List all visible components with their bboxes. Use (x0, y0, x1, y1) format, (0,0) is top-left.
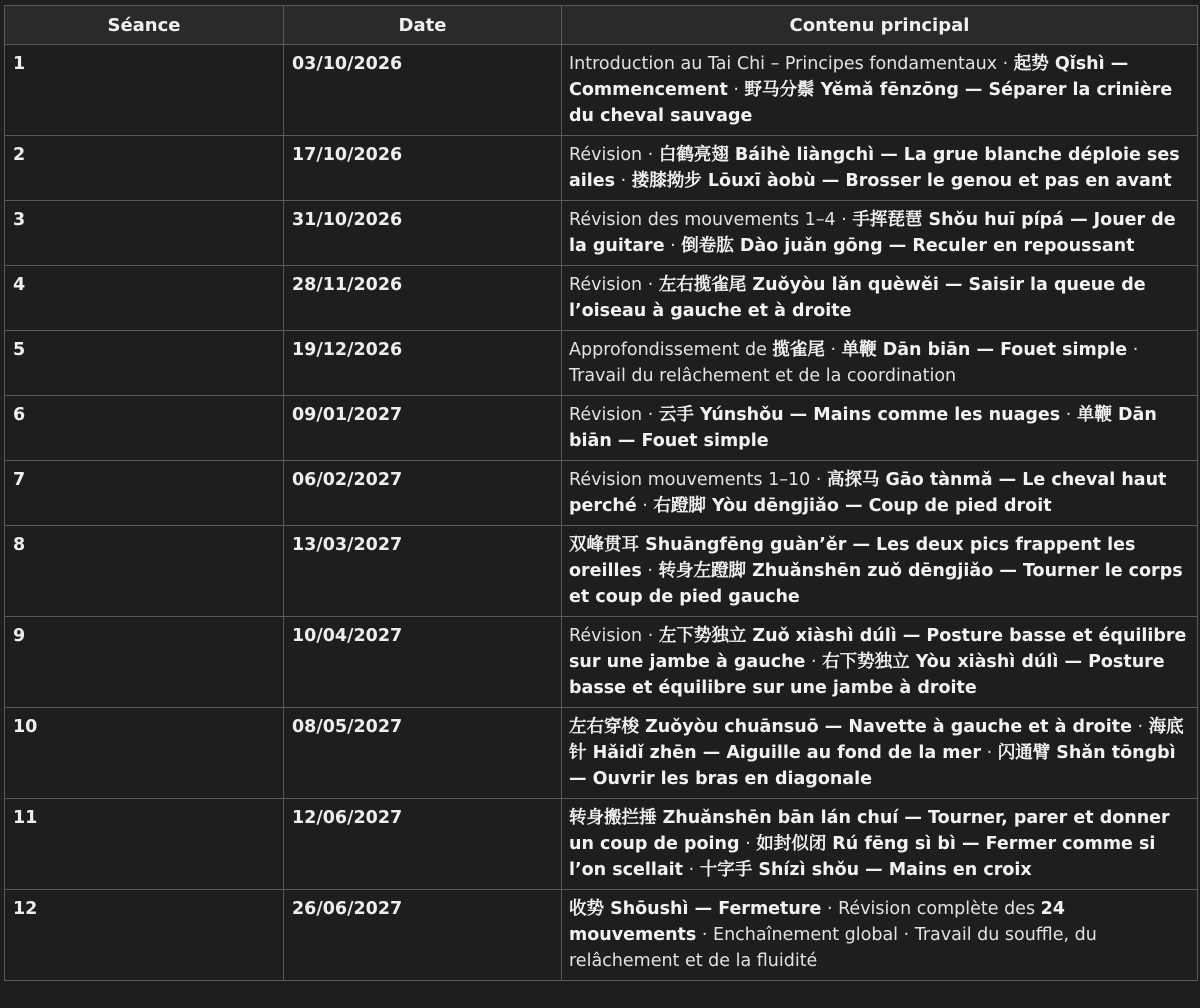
content-segment: · (739, 834, 757, 854)
session-content (562, 266, 1198, 331)
content-bold-segment: 白鹤亮翅 Báihè liàngchì — La grue blanche déploie ses ailes (569, 145, 1180, 191)
session-date: 31/10/2026 (284, 201, 562, 266)
session-number: 6 (5, 396, 284, 461)
session-number: 1 (5, 45, 284, 136)
session-content (562, 331, 1198, 396)
session-date: 12/06/2027 (284, 799, 562, 890)
content-segment: Révision · (569, 275, 659, 295)
content-segment: · (641, 561, 659, 581)
content-segment: Révision des mouvements 1–4 · (569, 210, 853, 230)
session-content (562, 890, 1198, 981)
content-segment: Révision mouvements 1–10 · (569, 470, 827, 490)
content-segment: Approfondissement de (569, 340, 773, 360)
table-row (5, 266, 1198, 331)
content-segment: · (981, 743, 998, 763)
session-date: 28/11/2026 (284, 266, 562, 331)
session-date: 19/12/2026 (284, 331, 562, 396)
content-segment: · (683, 860, 700, 880)
content-segment: · (727, 80, 745, 100)
content-bold-segment: 收势 Shōushì — Fermeture (569, 899, 822, 919)
session-number: 12 (5, 890, 284, 981)
content-segment: · (1060, 405, 1077, 425)
content-bold-segment: 左右揽雀尾 Zuǒyòu lǎn quèwěi — Saisir la queue de l’oiseau à gauche et à droite (569, 275, 1146, 321)
content-bold-segment: 左下势独立 Zuǒ xiàshì dúlì — Posture basse et équilibre sur une jambe à gauche (569, 626, 1187, 672)
table-row (5, 799, 1198, 890)
table-body (5, 45, 1198, 981)
session-number: 5 (5, 331, 284, 396)
sessions-table (4, 5, 1198, 981)
content-bold-segment: 揽雀尾 (772, 340, 825, 360)
content-bold-segment: 如封似闭 Rú fēng sì bì — Fermer comme si l’on scellait (569, 834, 1156, 880)
content-bold-segment: 高探马 Gāo tànmǎ — Le cheval haut perché (569, 470, 1167, 516)
session-date: 08/05/2027 (284, 708, 562, 799)
session-number: 4 (5, 266, 284, 331)
content-bold-segment: 闪通臂 Shǎn tōngbì — Ouvrir les bras en diagonale (569, 743, 1176, 789)
content-segment: · (615, 171, 632, 191)
session-content (562, 461, 1198, 526)
session-date: 26/06/2027 (284, 890, 562, 981)
content-bold-segment: 十字手 Shízì shǒu — Mains en croix (699, 860, 1032, 880)
content-bold-segment: 右下势独立 Yòu xiàshì dúlì — Posture basse et équilibre sur une jambe à droite (569, 652, 1165, 698)
content-segment: · (805, 652, 823, 672)
content-bold-segment: 倒卷肱 Dào juǎn gōng — Reculer en repoussant (681, 236, 1135, 256)
session-date: 13/03/2027 (284, 526, 562, 617)
content-segment: · (636, 496, 654, 516)
header-seance: Séance (5, 6, 284, 45)
session-content (562, 799, 1198, 890)
content-segment: Révision · (569, 145, 659, 165)
table-row (5, 617, 1198, 708)
session-content (562, 617, 1198, 708)
content-segment: · (824, 340, 842, 360)
session-content (562, 136, 1198, 201)
content-bold-segment: 单鞭 Dān biān — Fouet simple (569, 405, 1157, 451)
session-number: 7 (5, 461, 284, 526)
content-bold-segment: 转身左蹬脚 Zhuǎnshēn zuǒ dēngjiǎo — Tourner le corps et coup de pied gauche (569, 561, 1183, 607)
content-bold-segment: 左右穿梭 Zuǒyòu chuānsuō — Navette à gauche et à droite (569, 717, 1132, 737)
header-contenu: Contenu principal (562, 6, 1198, 45)
content-bold-segment: 转身搬拦捶 Zhuǎnshēn bān lán chuí — Tourner, parer et donner un coup de poing (569, 808, 1170, 854)
table-row (5, 136, 1198, 201)
session-date: 10/04/2027 (284, 617, 562, 708)
header-row (5, 6, 1198, 45)
session-date: 17/10/2026 (284, 136, 562, 201)
session-number: 3 (5, 201, 284, 266)
content-bold-segment: 手挥琵琶 Shǒu huī pípá — Jouer de la guitare (569, 210, 1176, 256)
session-content (562, 526, 1198, 617)
session-number: 2 (5, 136, 284, 201)
table-row (5, 45, 1198, 136)
content-segment: Révision · (569, 405, 659, 425)
content-bold-segment: 野马分鬃 Yěmǎ fēnzōng — Séparer la crinière du cheval sauvage (569, 80, 1173, 126)
content-bold-segment: 海底针 Hǎidǐ zhēn — Aiguille au fond de la mer (569, 717, 1184, 763)
content-bold-segment: 双峰贯耳 Shuāngfēng guàn’ěr — Les deux pics frappent les oreilles (569, 535, 1136, 581)
content-segment: · (664, 236, 682, 256)
table-row (5, 461, 1198, 526)
content-segment: · Travail du relâchement et de la coordination (569, 340, 1139, 386)
content-bold-segment: 24 mouvements (569, 899, 1065, 945)
session-number: 9 (5, 617, 284, 708)
content-segment: Introduction au Tai Chi – Principes fondamentaux · (569, 54, 1014, 74)
session-content (562, 708, 1198, 799)
table-row (5, 890, 1198, 981)
table-row (5, 708, 1198, 799)
content-segment: · (1131, 717, 1149, 737)
content-segment: Révision · (569, 626, 659, 646)
table-row (5, 331, 1198, 396)
table-row (5, 396, 1198, 461)
content-segment: · Enchaînement global · Travail du souffle, du relâchement et de la fluidité (569, 925, 1097, 971)
content-bold-segment: 右蹬脚 Yòu dēngjiǎo — Coup de pied droit (653, 496, 1052, 516)
content-bold-segment: 单鞭 Dān biān — Fouet simple (841, 340, 1128, 360)
content-segment: · Révision complète des (821, 899, 1041, 919)
content-bold-segment: 搂膝拗步 Lōuxī àobù — Brosser le genou et pas en avant (631, 171, 1172, 191)
session-date: 03/10/2026 (284, 45, 562, 136)
session-content (562, 45, 1198, 136)
session-number: 10 (5, 708, 284, 799)
session-content (562, 201, 1198, 266)
session-date: 06/02/2027 (284, 461, 562, 526)
session-content (562, 396, 1198, 461)
content-bold-segment: 起势 Qǐshì — Commencement (569, 54, 1129, 100)
table-row (5, 201, 1198, 266)
content-bold-segment: 云手 Yúnshǒu — Mains comme les nuages (658, 405, 1061, 425)
table-row (5, 526, 1198, 617)
session-date: 09/01/2027 (284, 396, 562, 461)
header-date: Date (284, 6, 562, 45)
session-number: 8 (5, 526, 284, 617)
table-header (5, 6, 1198, 45)
session-number: 11 (5, 799, 284, 890)
